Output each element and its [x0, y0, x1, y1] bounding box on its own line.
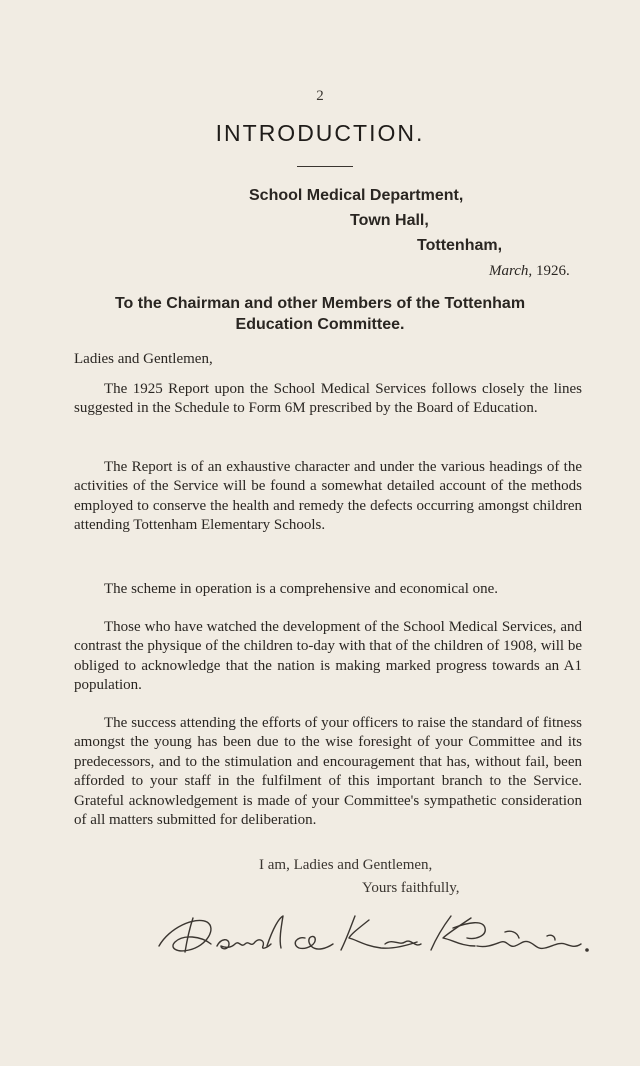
letter-date [489, 263, 570, 280]
date-month: March, [489, 263, 533, 279]
recipient-line-2: Education Committee. [235, 316, 405, 333]
title-divider [297, 166, 353, 167]
page-number: 2 [316, 88, 324, 104]
body-paragraph: The scheme in operation is a comprehensive and economical one. [104, 581, 499, 597]
handwritten-signature [155, 908, 595, 964]
body-paragraph: Those who have watched the development of the School Medical Services, and contrast the physique of the children to-day with that of the children of 1908, will be obliged to acknowledge that the nation is making marked progress towards an A1 population. [74, 619, 582, 694]
body-paragraph: The Report is of an exhaustive character and under the various headings of the activities of the Service will be found a somewhat detailed account of the methods employed to conserve the health and remedy the defects occurring amongst children attending Tottenham Elementary Schools. [74, 459, 582, 534]
recipient-line-1: To the Chairman and other Members of the Tottenham [114, 295, 526, 312]
body-paragraph: The success attending the efforts of your officers to raise the standard of fitness amongst the young has been due to the wise foresight of your Committee and its predecessors, and to the stimulation and encouragement that has, without fail, been afforded to your staff in the fulfilment of this important branch to the Service. Grateful acknowledgement is made of your Committee's sympathetic consideration of all matters submitted for deliberation. [74, 715, 582, 829]
address-line-department: School Medical Department, [249, 187, 464, 204]
address-line-town: Tottenham, [417, 237, 503, 254]
body-paragraph: The 1925 Report upon the School Medical Services follows closely the lines suggested in the Schedule to Form 6M prescribed by the Board of Education. [74, 381, 582, 417]
page-title: INTRODUCTION. [215, 120, 425, 146]
closing-line-1: I am, Ladies and Gentlemen, [259, 857, 433, 873]
address-line-building: Town Hall, [350, 212, 429, 229]
date-year: 1926. [535, 263, 570, 279]
closing-line-2: Yours faithfully, [362, 880, 460, 896]
salutation: Ladies and Gentlemen, [74, 351, 213, 367]
